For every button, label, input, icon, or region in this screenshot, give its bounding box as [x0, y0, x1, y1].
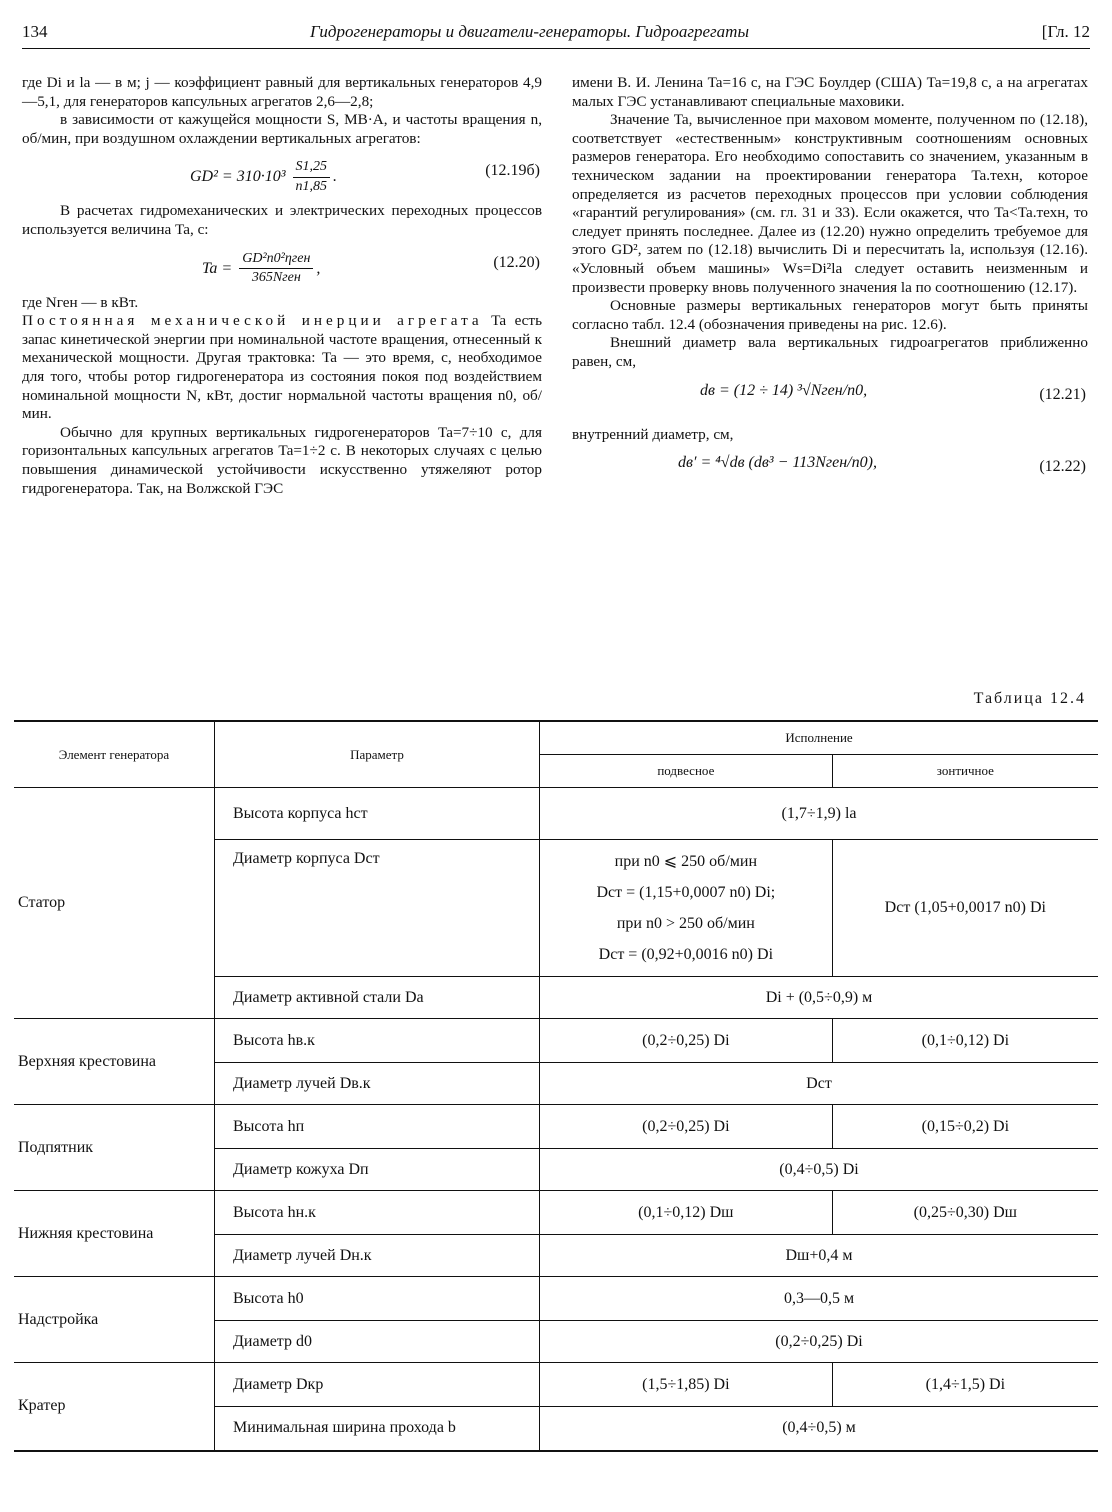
group-label-crater: Кратер [14, 1363, 215, 1451]
page-number: 134 [22, 22, 48, 41]
value-cell: 0,3—0,5 м [540, 1277, 1099, 1321]
equation-12-19b [22, 148, 542, 202]
group-label-superstructure: Надстройка [14, 1277, 215, 1363]
equation-12-22 [572, 444, 1088, 498]
left-column [22, 74, 542, 498]
paragraph: где Di и la — в м; j — коэффициент равный для вертикальных генераторов 4,9—5,1, для генераторов капсульных агрегатов 2,6—2,8; [22, 74, 542, 110]
column-header-element: Элемент генератора [14, 721, 215, 788]
paragraph: Значение Ta, вычисленное при маховом моменте, полученном по (12.18), соответствует «естественным» конструктивным соотношениям основных размеров генератора. Его необходимо сопоставить со значением, указанным в техническом задании на проектировании генератора Ta.техн, которое определяется из расчетов переходных процессов при условии соблюдения «гарантий регулирования» (см. гл. 31 и 33). Если окажется, что Ta<Ta.техн, то следует принять последнее. Далее из (12.20) нужно определить требуемое для этого GD², затем по (12.18) вычислить Di и пересчитать la, используя (12.16). «Условный объем машины» Ws=Di²la следует оставить неизменным и произвести проверку вновь полученного значения la по соотношению (12.17). [572, 111, 1088, 296]
parameter-cell: Диаметр активной стали Da [215, 977, 540, 1019]
parameter-cell: Диаметр d0 [215, 1321, 540, 1363]
value-line: Dст = (1,15+0,0007 n0) Di; [596, 884, 776, 901]
equation-fraction [293, 158, 331, 196]
parameter-cell: Высота hп [215, 1105, 540, 1149]
value-cell-umbrella: (0,15÷0,2) Di [832, 1105, 1098, 1149]
value-line: при n0 > 250 об/мин [616, 915, 755, 932]
fraction-denominator: n1,85 [295, 178, 327, 194]
value-cell: Dст [540, 1063, 1099, 1105]
column-header-parameter: Параметр [215, 721, 540, 788]
paragraph: В расчетах гидромеханических и электрических переходных процессов используется величина Ta, с: [22, 202, 542, 238]
value-line: при n0 ⩽ 250 об/мин [614, 853, 758, 870]
value-cell: (0,4÷0,5) Di [540, 1149, 1099, 1191]
equation-number: (12.20) [493, 253, 540, 271]
equation-12-20 [22, 240, 542, 294]
paragraph: внутренний диаметр, см, [572, 425, 734, 443]
value-line: Dст = (0,92+0,0016 n0) Di [598, 946, 774, 963]
value-cell-umbrella: (0,25÷0,30) Dш [832, 1191, 1098, 1235]
column-header-execution: Исполнение [540, 721, 1099, 755]
paragraph: где Nген — в кВт. [22, 293, 139, 311]
table-container [14, 720, 1098, 1452]
equation-body: dв = (12 ÷ 14) ³√Nген/n0, [700, 381, 868, 399]
equation-body: GD² = 310·10³ $\frac{S1,25}{n1,85}$ . [190, 158, 337, 196]
column-header-suspended: подвесное [540, 755, 833, 788]
paragraph: Внешний диаметр вала вертикальных гидроагрегатов приближенно равен, см, [572, 334, 1088, 370]
value-cell-umbrella: Dст (1,05+0,0017 n0) Di [832, 840, 1098, 977]
value-cell-suspended: (0,1÷0,12) Dш [540, 1191, 833, 1235]
paragraph: Основные размеры вертикальных генераторов могут быть приняты согласно табл. 12.4 (обозначения приведены на рис. 12.6). [572, 297, 1088, 333]
group-label-stator: Статор [14, 788, 215, 1019]
equation-number: (12.19б) [485, 162, 540, 180]
table-row [14, 1277, 1098, 1321]
parameter-cell: Минимальная ширина прохода b [215, 1407, 540, 1451]
parameter-cell: Диаметр лучей Dн.к [215, 1235, 540, 1277]
running-title: Гидрогенераторы и двигатели-генераторы. Гидроагрегаты [310, 22, 749, 41]
fraction-numerator: S1,25 [293, 158, 331, 178]
equation-12-21 [572, 372, 1088, 426]
table-title: Таблица 12.4 [973, 690, 1086, 707]
defined-term: Постоянная механической инерции агрегата [22, 312, 483, 330]
value-cell-umbrella: (0,1÷0,12) Di [832, 1019, 1098, 1063]
group-label-thrust-bearing: Подпятник [14, 1105, 215, 1191]
value-cell-suspended: (0,2÷0,25) Di [540, 1019, 833, 1063]
parameter-cell: Диаметр лучей Dв.к [215, 1063, 540, 1105]
parameter-cell: Высота h0 [215, 1277, 540, 1321]
fraction-denominator: 365Nген [251, 270, 301, 286]
parameter-cell: Высота hн.к [215, 1191, 540, 1235]
fraction-numerator: GD²n0²ηген [239, 250, 313, 270]
group-label-lower-crosspiece: Нижняя крестовина [14, 1191, 215, 1277]
equation-number: (12.22) [1039, 458, 1086, 476]
parameter-cell: Высота hв.к [215, 1019, 540, 1063]
running-header [22, 20, 1090, 49]
group-label-upper-crosspiece: Верхняя крестовина [14, 1019, 215, 1105]
value-cell: (0,2÷0,25) Di [540, 1321, 1099, 1363]
value-cell-suspended [540, 840, 833, 977]
value-cell-umbrella: (1,4÷1,5) Di [832, 1363, 1098, 1407]
value-cell-suspended: (0,2÷0,25) Di [540, 1105, 833, 1149]
value-cell: Dш+0,4 м [540, 1235, 1099, 1277]
table-row [14, 788, 1098, 840]
paragraph [22, 312, 542, 424]
equation-lhs: Ta = [202, 259, 233, 277]
table-row [14, 1363, 1098, 1407]
parameter-cell: Высота корпуса hст [215, 788, 540, 840]
value-cell: (0,4÷0,5) м [540, 1407, 1099, 1451]
equation-fraction [239, 250, 313, 288]
table-row [14, 1105, 1098, 1149]
table-row [14, 1191, 1098, 1235]
table-row [14, 1019, 1098, 1063]
parameter-cell: Диаметр корпуса Dст [215, 840, 540, 977]
value-cell: Di + (0,5÷0,9) м [540, 977, 1099, 1019]
right-column [572, 74, 1088, 498]
equation-number: (12.21) [1039, 385, 1086, 403]
column-header-umbrella: зонтичное [832, 755, 1098, 788]
chapter-label: [Гл. 12 [1041, 22, 1090, 41]
dimensions-table [14, 720, 1098, 1452]
parameter-cell: Диаметр Dкр [215, 1363, 540, 1407]
parameter-cell: Диаметр кожуха Dп [215, 1149, 540, 1191]
paragraph: имени В. И. Ленина Ta=16 с, на ГЭС Боулдер (США) Ta=19,8 с, а на агрегатах малых ГЭС устанавливают специальные маховики. [572, 74, 1088, 110]
paragraph: в зависимости от кажущейся мощности S, МВ·А, и частоты вращения n, об/мин, при воздушном охлаждении вертикальных агрегатов: [22, 111, 542, 147]
value-cell: (1,7÷1,9) la [540, 788, 1099, 840]
equation-body: dв′ = ⁴√dв (dв³ − 113Nген/n0), [678, 454, 877, 472]
equation-lhs: GD² = 310·10³ [190, 168, 286, 186]
equation-body: Ta = $\frac{\text{GD²n0²ηген}}{\text{365Nген}}$ , [202, 250, 320, 288]
paragraph: Обычно для крупных вертикальных гидрогенераторов Ta=7÷10 с, для горизонтальных капсульных агрегатов Ta=1÷2 с. В некоторых случаях с целью повышения динамической устойчивости искусственно утяжеляют ротор гидрогенератора. Так, на Волжской ГЭС [22, 423, 542, 497]
table-header-row [14, 721, 1098, 755]
paragraph-text: Ta есть запас кинетической энергии при номинальной частоте вращения, отнесенный к механической мощности. Другая трактовка: Ta — это время, с, необходимое для того, чтобы ротор гидрогенератора из состояния покоя под воздействием номинальной мощности N, кВт, достиг нормальной частоты вращения n0, об/мин. [22, 312, 542, 423]
value-cell-suspended: (1,5÷1,85) Di [540, 1363, 833, 1407]
